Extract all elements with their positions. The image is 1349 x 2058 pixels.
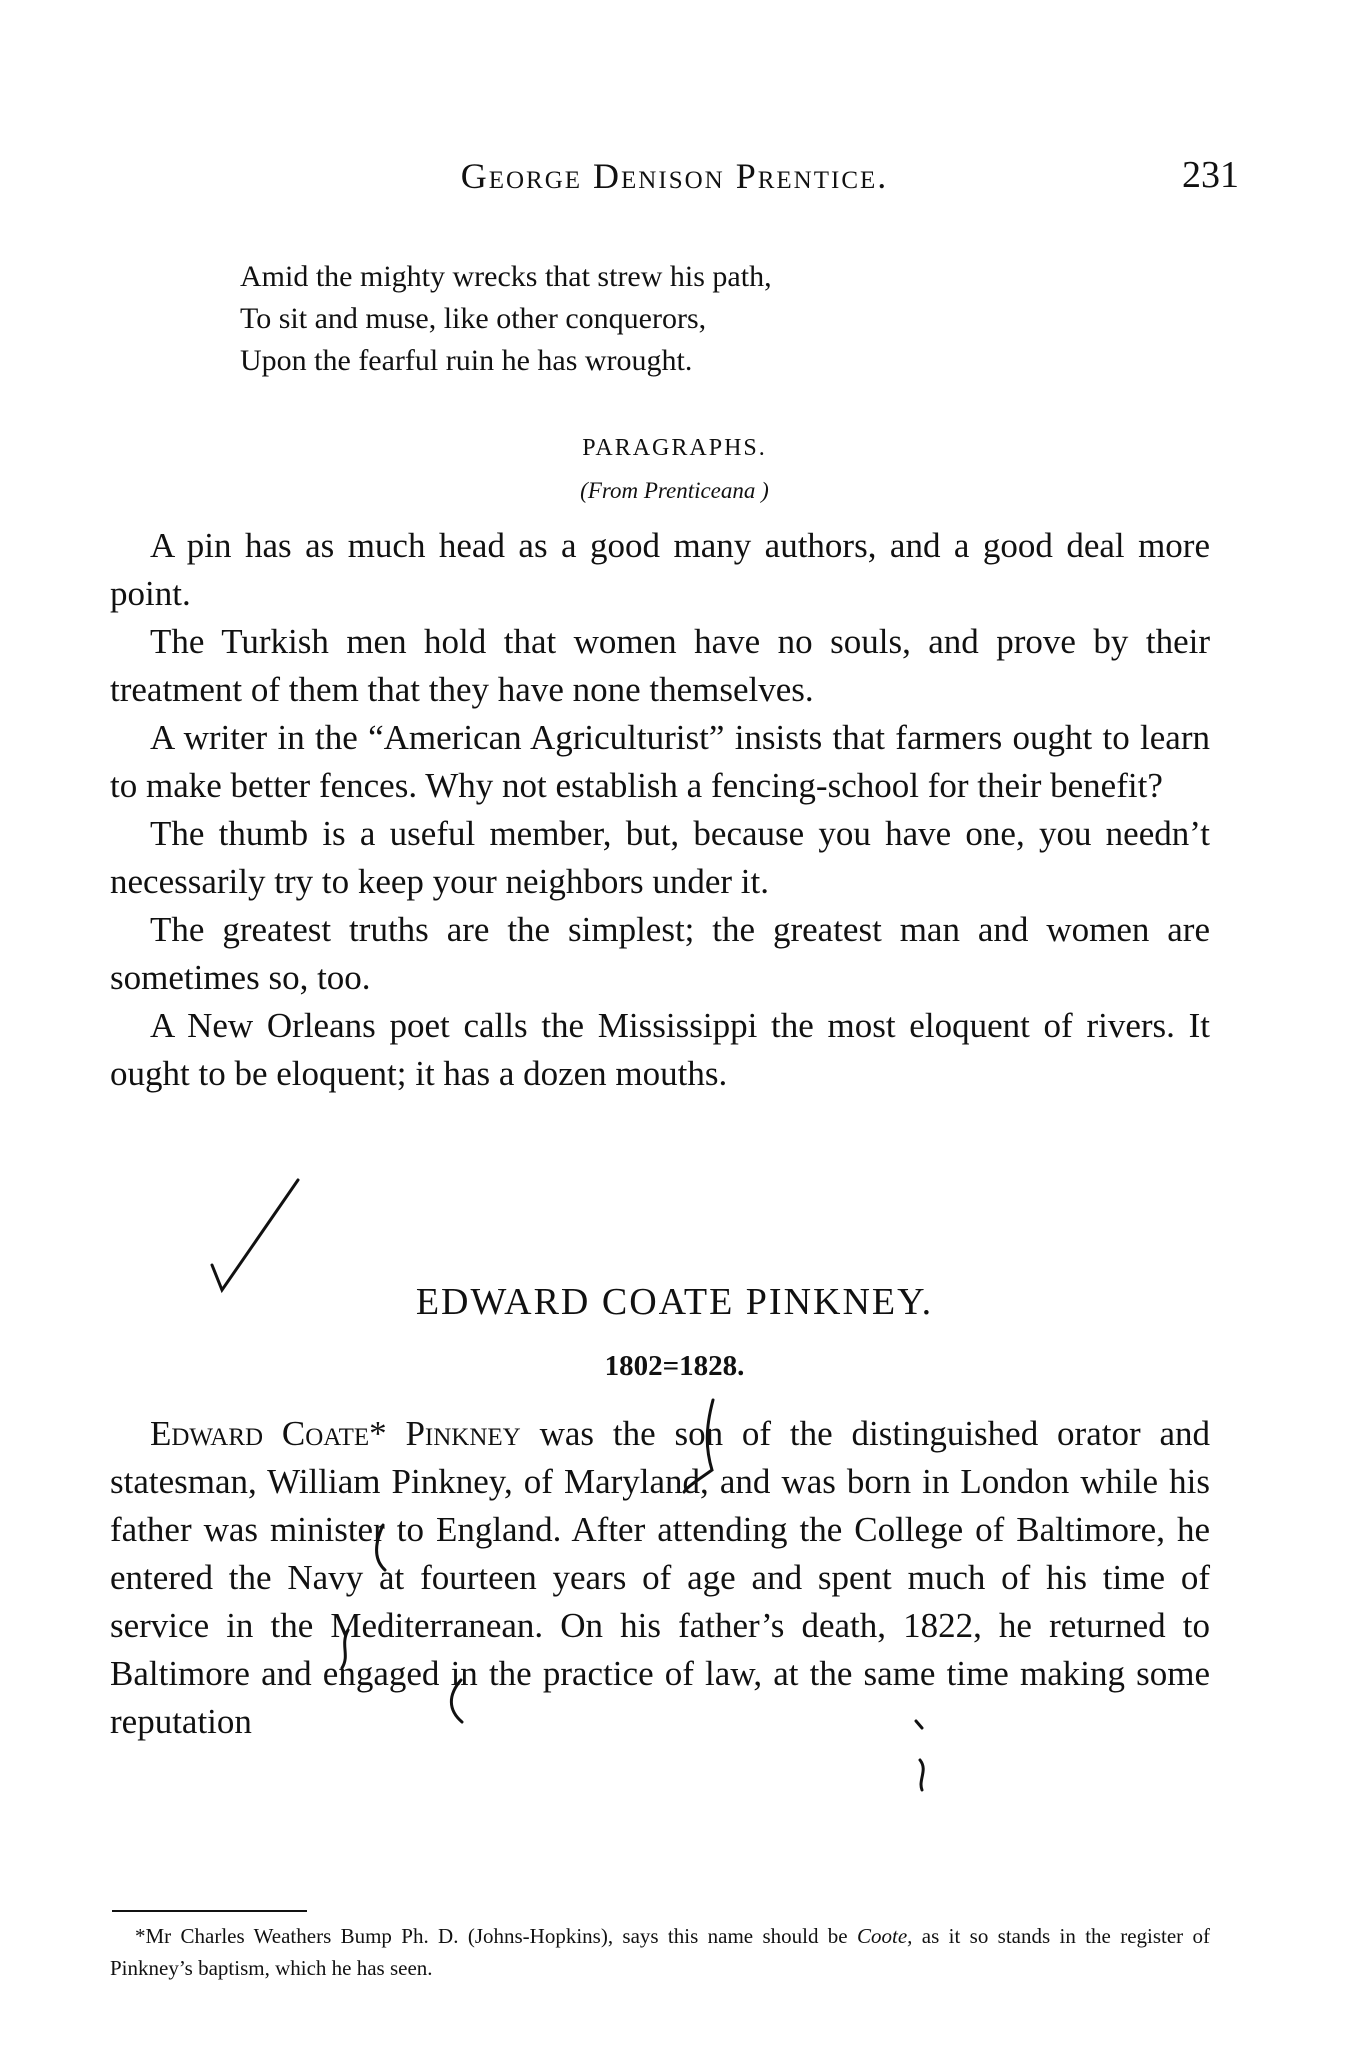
check-mark (212, 1180, 298, 1290)
biography-title: EDWARD COATE PINKNEY. (415, 1281, 934, 1323)
page-header (110, 155, 1239, 205)
verse-line: Amid the mighty wrecks that strew his path, (240, 260, 772, 293)
paragraph: A pin has as much head as a good many authors, and a good deal more point. (110, 526, 1210, 613)
paragraph: The thumb is a useful member, but, because you have one, you needn’t necessarily try to keep your neighbors under it. (110, 814, 1210, 901)
running-title: George Denison Prentice. (460, 156, 889, 196)
pencil-mark (920, 1760, 923, 1790)
footnote-emphasis: Coote, (857, 1924, 913, 1948)
page-number: 231 (1182, 154, 1239, 196)
biography-paragraph (110, 1410, 1210, 1746)
paragraph: The greatest truths are the simplest; the greatest man and women are sometimes so, too. (110, 910, 1210, 997)
paragraphs-section (110, 522, 1210, 1098)
verse-line: To sit and muse, like other conquerors, (240, 302, 707, 335)
biography-body (110, 1410, 1210, 1746)
footnote-text-continued: as it so stands in the register of Pinkney’s baptism, which he has seen. (110, 1924, 1211, 1980)
biography-text: was the son of the distinguished orator and statesman, William Pinkney, of Maryland, and was born in London while his father was minister to England. After attending the College of Baltimore, he entered the Navy at fourteen years of age and spent much of his time of service in the Mediterranean. On his father’s death, 1822, he returned to Baltimore and engaged in the practice of law, at the same time making some reputation (110, 1414, 1210, 1741)
biography-dates: 1802=1828. (604, 1350, 745, 1382)
verse-line: Upon the fearful ruin he has wrought. (240, 344, 693, 377)
verse-block (240, 256, 1040, 382)
footnote (110, 1920, 1210, 1984)
section-source: (From Prenticeana ) (580, 478, 769, 503)
footnote-rule (112, 1910, 307, 1912)
paragraph: A writer in the “American Agriculturist” insists that farmers ought to learn to make better fences. Why not establish a fencing-school for their benefit? (110, 718, 1210, 805)
paragraph: The Turkish men hold that women have no souls, and prove by their treatment of them that they have none themselves. (110, 622, 1210, 709)
footnote-marker: * (135, 1924, 146, 1948)
paragraph: A New Orleans poet calls the Mississippi the most eloquent of rivers. It ought to be eloquent; it has a dozen mouths. (110, 1006, 1210, 1093)
section-heading: PARAGRAPHS. (582, 435, 767, 461)
footnote-text: Mr Charles Weathers Bump Ph. D. (Johns-Hopkins), says this name should be (145, 1924, 848, 1948)
biography-lead-words: Edward Coate* Pinkney (150, 1414, 521, 1453)
